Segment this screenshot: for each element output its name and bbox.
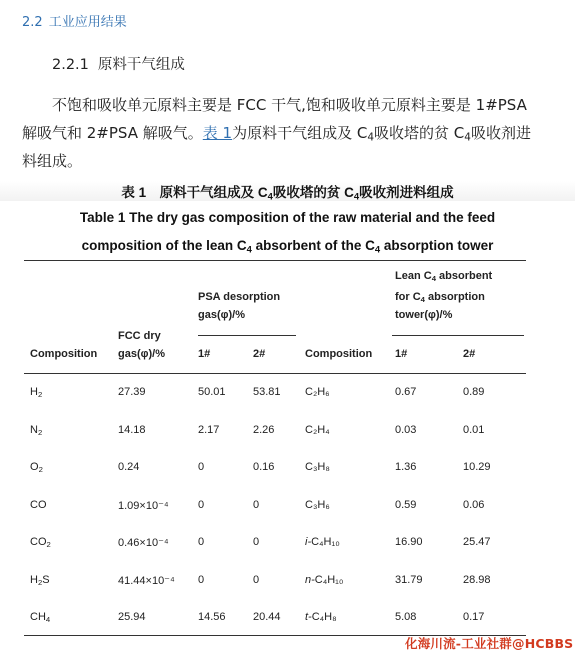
header-lean-1: 1# xyxy=(395,348,408,360)
paragraph-text: 为原料干气组成及 C xyxy=(232,124,368,142)
cell-composition-2: C₃H₆ xyxy=(305,498,330,511)
cell-composition-2: n-C₄H₁₀ xyxy=(305,573,344,586)
paragraph-text: 吸收塔的贫 C xyxy=(374,124,465,142)
cell-composition: $H_2S$ xyxy=(30,573,50,587)
subsection-title: 原料干气组成 xyxy=(97,57,185,73)
header-lean-line-3: tower(φ)/% xyxy=(395,309,453,321)
table-top-rule xyxy=(24,260,526,261)
cell-lean-2: 10.29 xyxy=(463,461,491,473)
caption-text: Table 1 The dry gas composition of the raw material and the feed xyxy=(79,210,496,225)
cell-psa-2: 0 xyxy=(253,498,260,511)
cell-psa-1: 50.01 xyxy=(198,386,226,398)
cell-psa-2: 0 xyxy=(253,573,260,586)
cell-lean-2: 25.47 xyxy=(463,536,491,548)
header-fcc-line-1: FCC dry xyxy=(118,330,161,342)
cell-psa-2: 0 xyxy=(253,536,260,548)
paragraph-text: 吸收剂进 xyxy=(470,124,531,142)
header-composition: Composition xyxy=(30,348,98,360)
table-header-rule xyxy=(24,373,526,374)
cell-composition-2: C₂H₄ xyxy=(305,423,330,436)
header-text: absorption xyxy=(424,291,485,303)
cell-psa-2: 2.26 xyxy=(253,423,275,436)
cell-psa-1: 0 xyxy=(198,461,205,473)
cell-lean-2: 28.98 xyxy=(463,573,491,586)
cell-composition-2: C₃H₈ xyxy=(305,461,330,473)
subscript: 4 xyxy=(464,131,471,144)
subscript: 4 xyxy=(246,244,252,256)
table-caption-english-line-1 xyxy=(0,210,575,225)
caption-text: absorption tower xyxy=(380,238,494,253)
body-paragraph xyxy=(22,91,562,175)
caption-text: absorbent of the C xyxy=(251,238,375,253)
header-psa-2: 2# xyxy=(253,348,266,360)
caption-text: 吸收塔的贫 C xyxy=(272,185,354,200)
cell-fcc: 0.46×10⁻⁴ xyxy=(118,537,169,549)
header-lean-line-1 xyxy=(395,266,492,286)
subscript: 4 xyxy=(431,273,436,283)
cell-lean-1: 0.03 xyxy=(395,423,417,436)
cell-composition-2: C₂H₆ xyxy=(305,386,330,398)
cell-fcc: 14.18 xyxy=(118,423,146,436)
subscript: 4 xyxy=(267,191,273,203)
caption-text: 吸收剂进料组成 xyxy=(359,185,454,200)
caption-text: 表 1 原料干气组成及 C xyxy=(121,185,268,200)
table-caption-chinese xyxy=(0,181,575,201)
cell-composition: CO xyxy=(30,498,47,511)
cell-fcc: 1.09×10⁻⁴ xyxy=(118,499,169,512)
cell-lean-1: 5.08 xyxy=(395,611,417,623)
cell-psa-1: 2.17 xyxy=(198,423,220,436)
cell-composition: $CO_2$ xyxy=(30,536,51,549)
header-text: for C xyxy=(395,291,421,303)
cell-lean-1: 1.36 xyxy=(395,461,417,473)
cell-lean-1: 16.90 xyxy=(395,536,423,548)
caption-text: composition of the lean C xyxy=(81,238,247,253)
watermark: 化海川流-工业社群@HCBBS xyxy=(405,636,574,651)
cell-lean-1: 0.59 xyxy=(395,498,417,511)
subsection-number: 2.2.1 xyxy=(52,57,89,73)
header-lean-2: 2# xyxy=(463,348,476,360)
cell-composition: $CH_4$ xyxy=(30,611,51,624)
cell-fcc: 27.39 xyxy=(118,386,146,398)
cell-lean-1: 31.79 xyxy=(395,573,423,586)
subscript: 4 xyxy=(374,244,381,256)
table-caption-english-line-2 xyxy=(0,238,575,256)
cell-psa-1: 0 xyxy=(198,498,205,511)
paragraph-line-3: 料组成。 xyxy=(22,152,83,170)
lean-header-rule xyxy=(392,335,524,336)
header-text: absorbent xyxy=(435,270,493,282)
cell-lean-2: 0.01 xyxy=(463,423,485,436)
cell-lean-2: 0.06 xyxy=(463,498,485,511)
section-number: 2.2 xyxy=(22,15,43,30)
header-composition-2: Composition xyxy=(305,348,373,360)
paragraph-line-1: 不饱和吸收单元原料主要是 FCC 干气,饱和吸收单元原料主要是 1#PSA xyxy=(52,96,527,114)
subscript: 4 xyxy=(353,191,360,203)
section-title: 工业应用结果 xyxy=(48,15,127,30)
table-1-link[interactable]: 表 1 xyxy=(202,124,233,142)
header-text: Lean C xyxy=(395,270,432,282)
cell-fcc: 0.24 xyxy=(118,461,140,473)
cell-fcc: 25.94 xyxy=(118,611,146,623)
cell-composition-2: i-C₄H₁₀ xyxy=(305,536,340,548)
cell-composition: $H_2$ xyxy=(30,386,43,399)
cell-psa-2: 0.16 xyxy=(253,461,275,473)
cell-psa-1: 14.56 xyxy=(198,611,226,623)
header-fcc-line-2: gas(φ)/% xyxy=(118,348,165,360)
psa-header-rule xyxy=(198,335,296,336)
cell-lean-2: 0.89 xyxy=(463,386,485,398)
subscript: 4 xyxy=(420,294,425,304)
header-lean-line-2 xyxy=(395,287,485,307)
cell-psa-1: 0 xyxy=(198,536,205,548)
cell-lean-2: 0.17 xyxy=(463,611,485,623)
cell-psa-1: 0 xyxy=(198,573,205,586)
paragraph-text: 解吸气和 2#PSA 解吸气。 xyxy=(22,124,203,142)
header-psa-line-1: PSA desorption xyxy=(198,291,281,303)
subscript: 4 xyxy=(367,131,375,144)
header-psa-1: 1# xyxy=(198,348,211,360)
cell-fcc: 41.44×10⁻⁴ xyxy=(118,574,175,587)
header-psa-line-2: gas(φ)/% xyxy=(198,309,245,321)
cell-composition-2: t-C₄H₈ xyxy=(305,611,337,623)
subsection-heading xyxy=(52,53,185,74)
section-heading xyxy=(22,11,127,30)
cell-psa-2: 53.81 xyxy=(253,386,281,398)
cell-composition: $O_2$ xyxy=(30,461,43,474)
cell-lean-1: 0.67 xyxy=(395,386,417,398)
cell-composition: $N_2$ xyxy=(30,423,43,437)
cell-psa-2: 20.44 xyxy=(253,611,281,623)
